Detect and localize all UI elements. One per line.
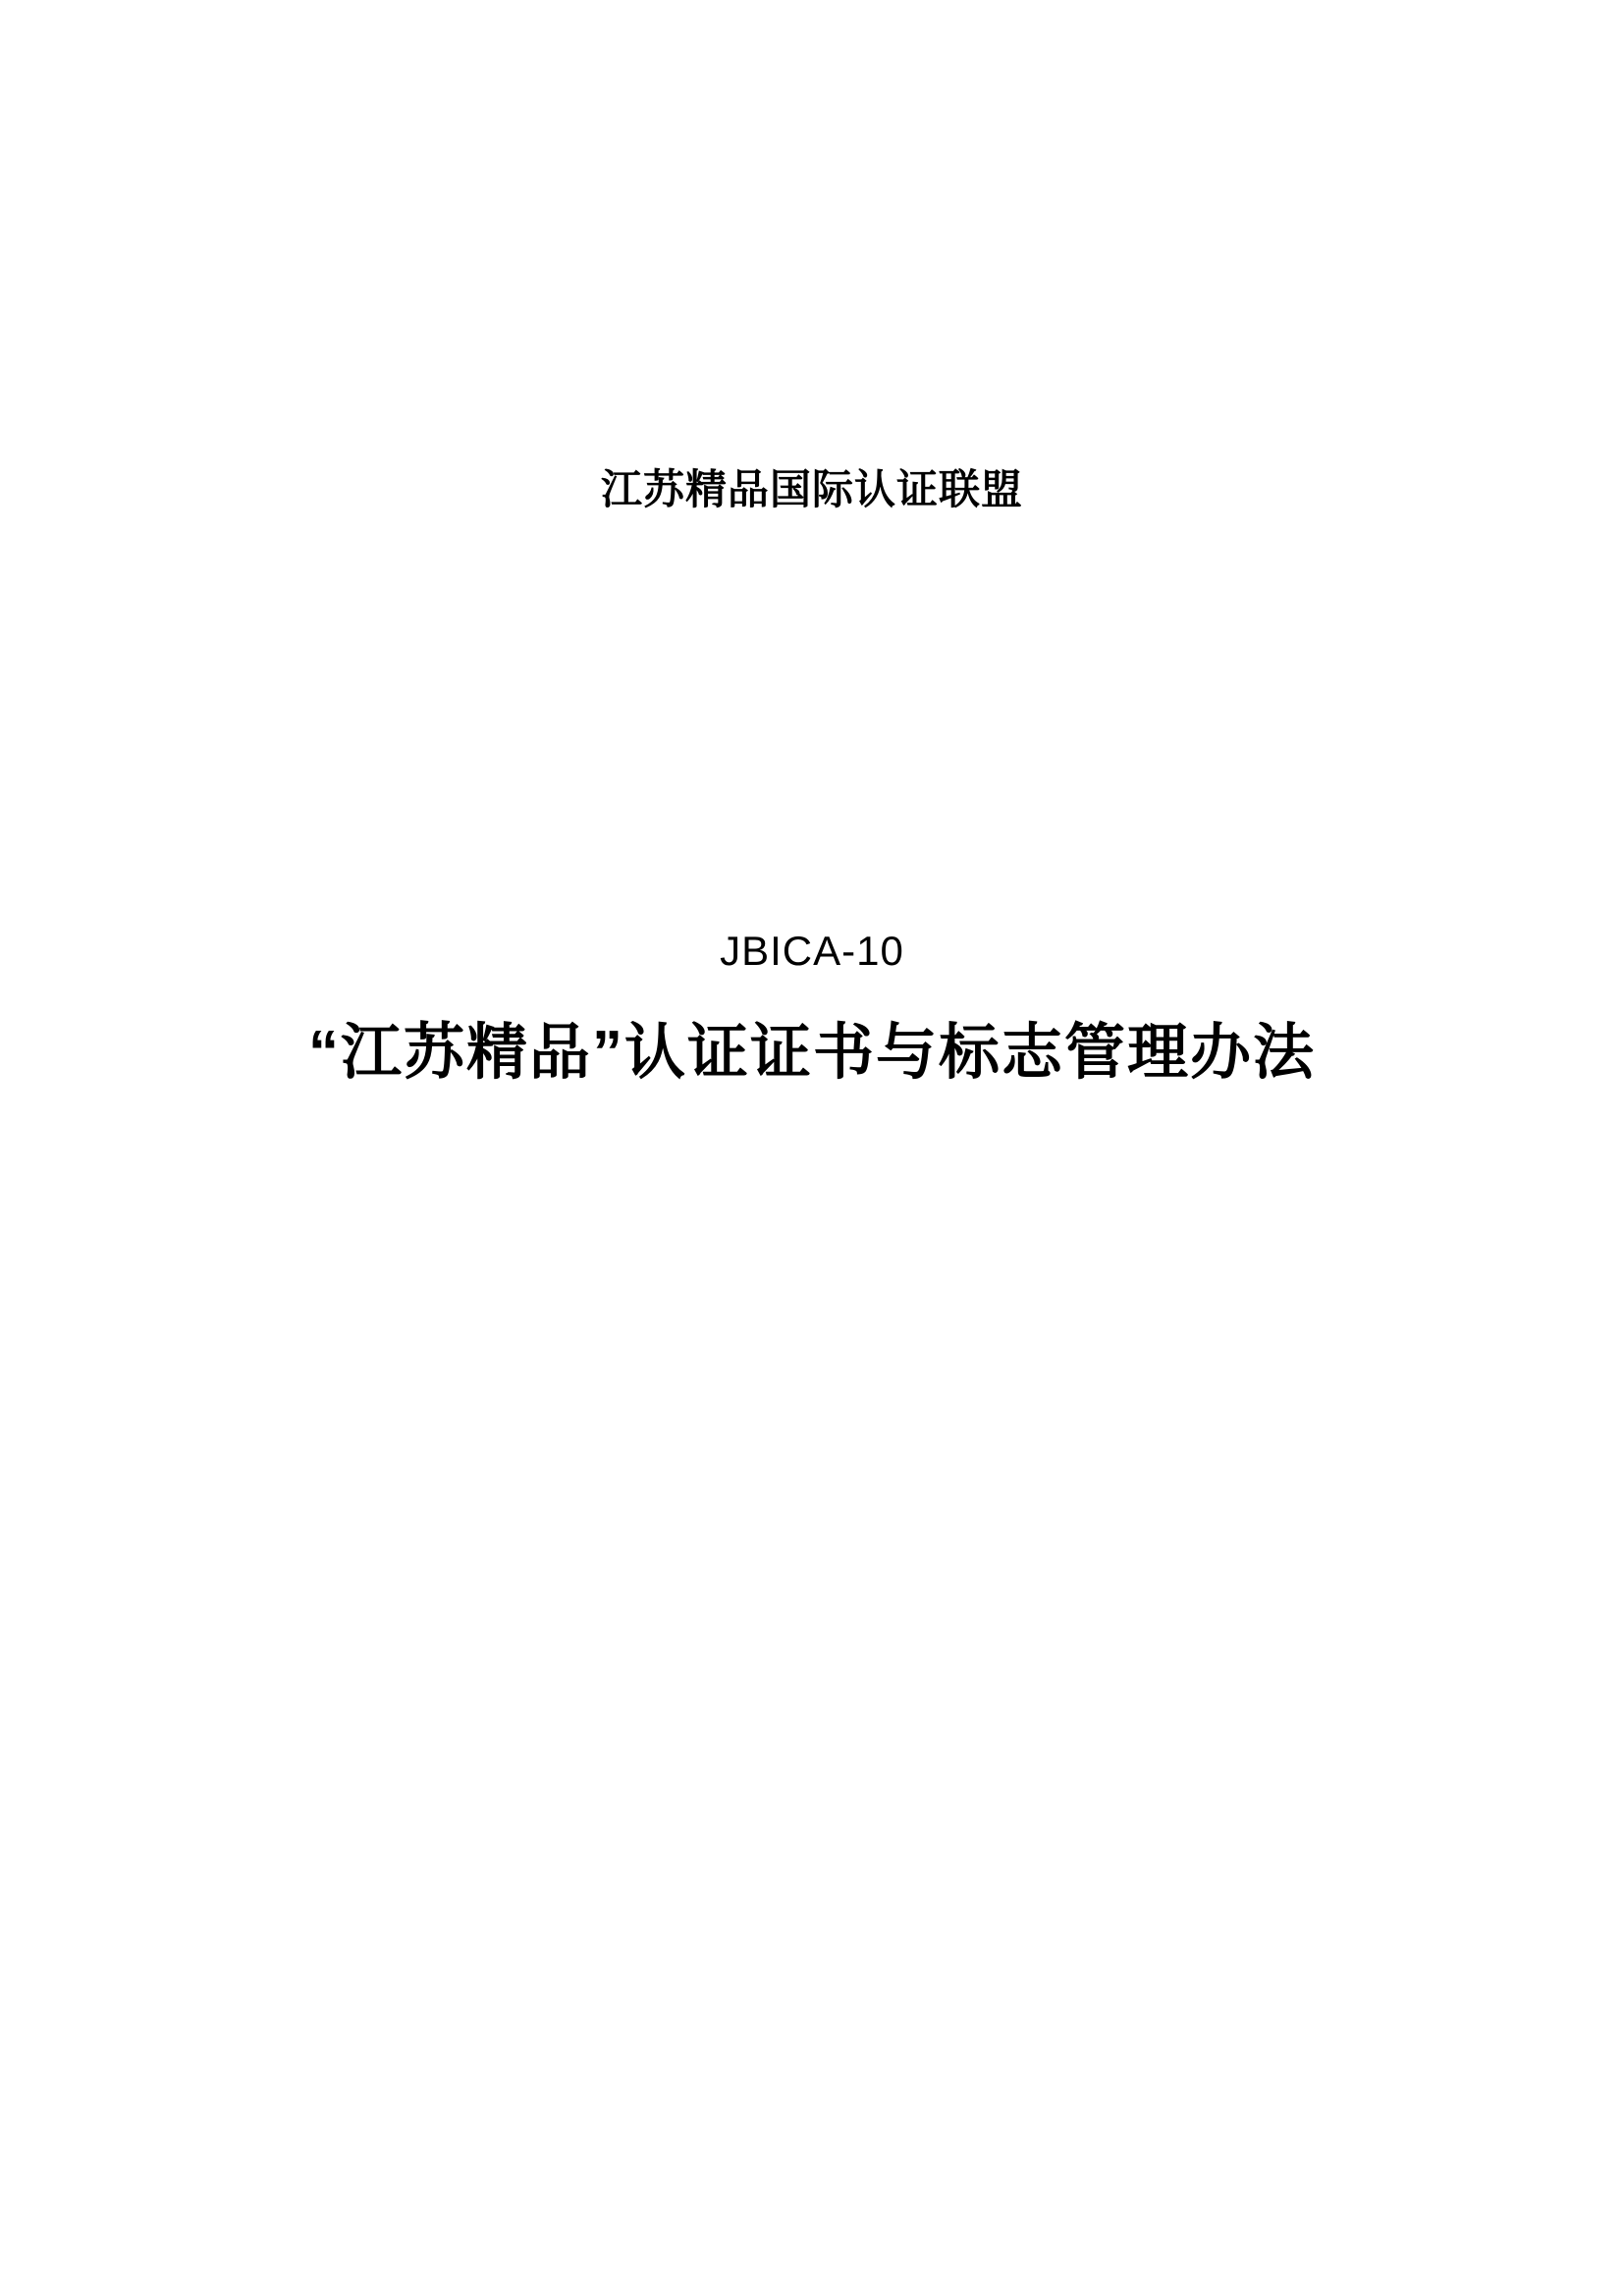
document-title: “江苏精品”认证证书与标志管理办法 [307,1019,1316,1087]
document-code: JBICA-10 [720,928,904,974]
organization-name: 江苏精品国际认证联盟 [600,466,1023,512]
